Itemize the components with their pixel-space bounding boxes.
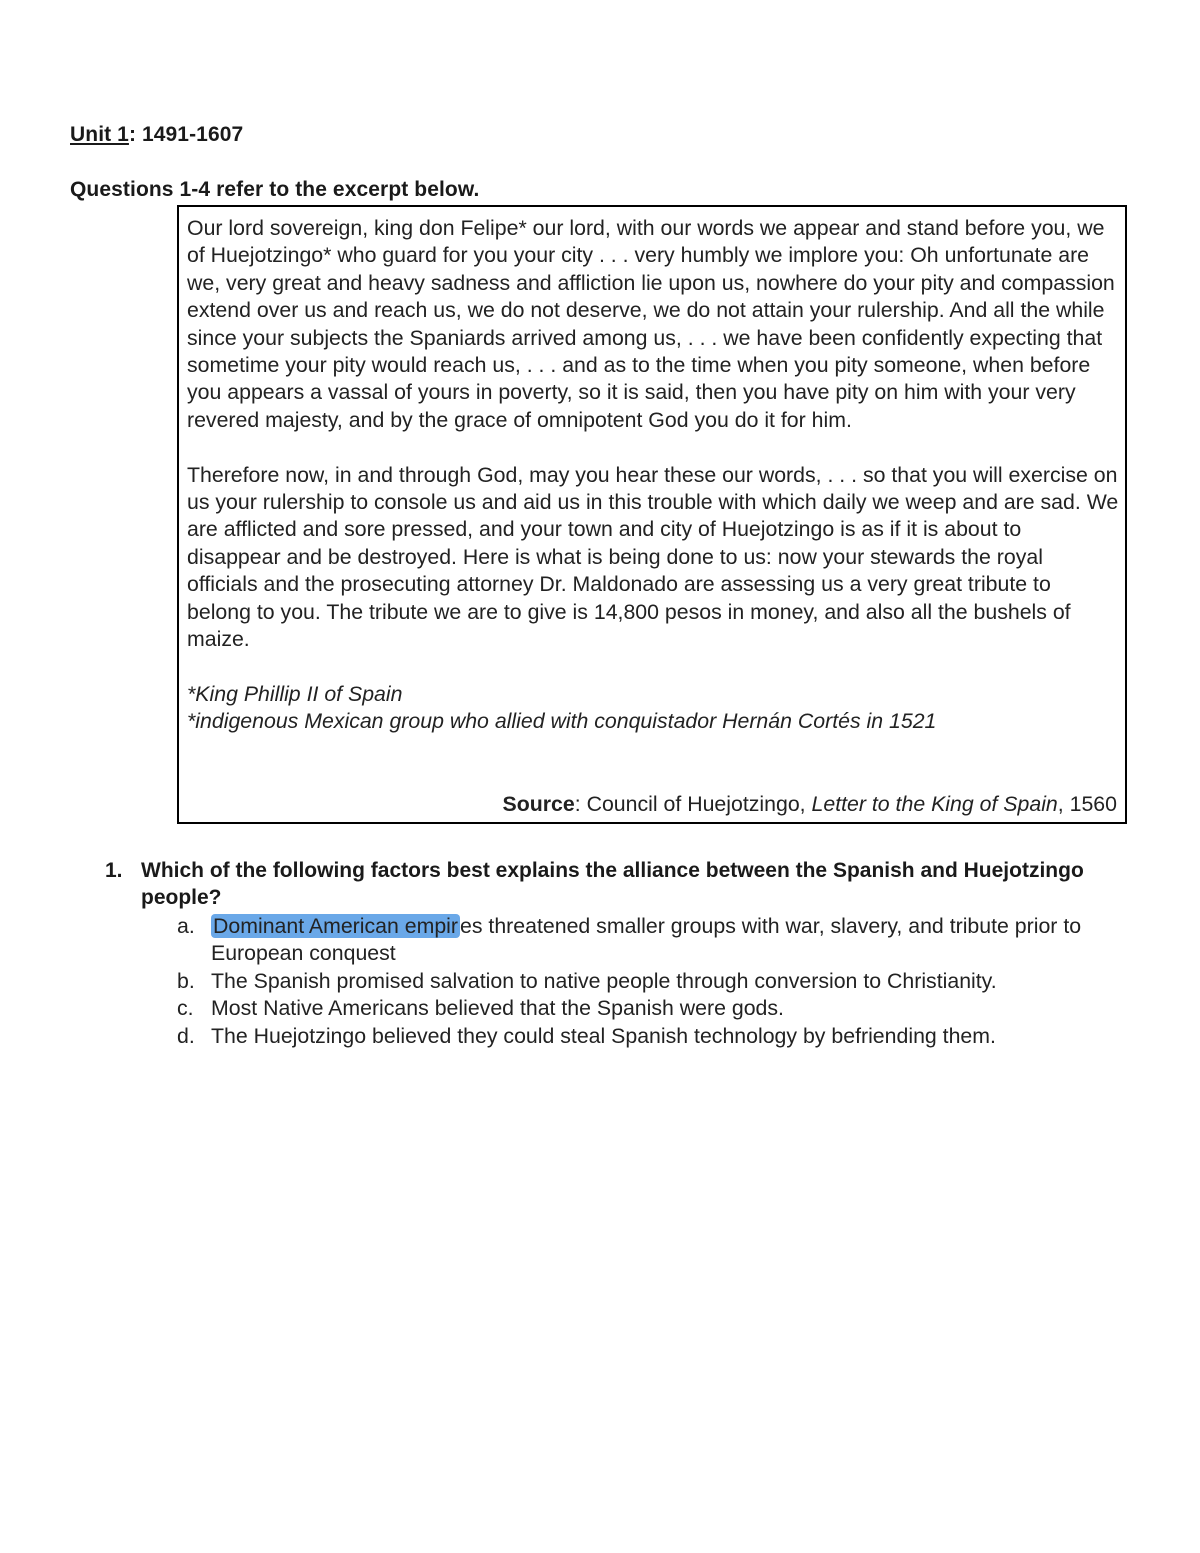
source-title: Letter to the King of Spain (811, 791, 1058, 816)
choice-text: The Huejotzingo believed they could steal Spanish technology by befriending them. (211, 1023, 996, 1048)
choice-d[interactable] (177, 1023, 1137, 1050)
source-year: , 1560 (1057, 791, 1117, 816)
source-label: Source (502, 791, 575, 816)
unit-heading (70, 123, 243, 147)
choice-text (211, 914, 1081, 965)
choice-letter: d. (177, 1023, 195, 1048)
choice-text-rest: es threatened smaller groups with war, slavery, and tribute prior to European conquest (211, 914, 1082, 966)
footnote-1: *King Phillip II of Spain (187, 681, 403, 706)
choice-c[interactable] (177, 995, 1137, 1022)
footnote-2: *indigenous Mexican group who allied with conquistador Hernán Cortés in 1521 (187, 709, 937, 734)
excerpt-box (177, 205, 1127, 824)
choice-text: The Spanish promised salvation to native people through conversion to Christianity. (211, 968, 997, 993)
question-text: Which of the following factors best explains the alliance between the Spanish and Huejotzingo people? (141, 859, 1084, 910)
choice-letter: b. (177, 968, 195, 993)
excerpt-paragraph-1: Our lord sovereign, king don Felipe* our lord, with our words we appear and stand before you, we of Huejotzingo* who guard for you your city . . . very humbly we implore you: Oh unfortunate are we, very great and heavy sadness and affliction lie upon us, nowhere do your pity and compassion extend over us and reach us, we do not deserve, we do not attain your rulership. And all the while since your subjects the Spaniards arrived among us, . . . we have been confidently expecting that sometime your pity would reach us, . . . and as to the time when you pity someone, when before you appears a vassal of yours in poverty, so it is said, then you have pity on him with your very revered majesty, and by the grace of omnipotent God you do it for him. (187, 216, 1115, 432)
unit-range: : 1491-1607 (128, 123, 244, 146)
excerpt-paragraph-2: Therefore now, in and through God, may you hear these our words, . . . so that you will exercise on us your rulership to console us and aid us in this trouble with which daily we weep and are sad. We are afflicted and sore pressed, and your town and city of Huejotzingo is as if it is about to disappear and be destroyed. Here is what is being done to us: now your stewards the royal officials and the prosecuting attorney Dr. Maldonado are assessing us a very great tribute to belong to you. The tribute we are to give is 14,800 pesos in money, and also all the bushels of maize. (187, 462, 1119, 652)
source-citation (503, 791, 1117, 818)
source-author: : Council of Huejotzingo, (574, 791, 812, 816)
excerpt-text (187, 215, 1119, 736)
choice-a[interactable] (177, 913, 1137, 968)
choice-text: Most Native Americans believed that the Spanish were gods. (211, 996, 784, 1021)
footnotes (187, 681, 1119, 736)
answer-choices (177, 913, 1137, 1050)
question-instruction: Questions 1-4 refer to the excerpt below. (70, 178, 480, 201)
unit-label: Unit 1 (70, 123, 129, 146)
highlighted-text: Dominant American empir (213, 914, 459, 938)
choice-letter: a. (177, 914, 195, 938)
choice-b[interactable] (177, 968, 1137, 995)
choice-letter: c. (177, 996, 194, 1021)
question-number: 1. (105, 859, 123, 882)
